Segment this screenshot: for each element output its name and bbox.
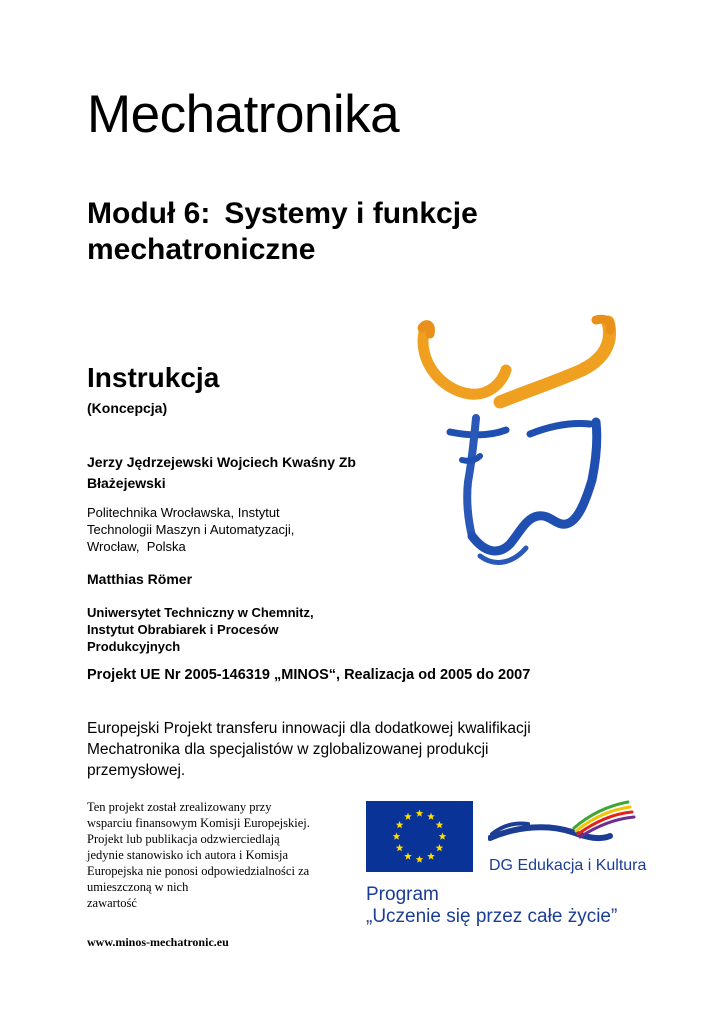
institution1-block — [87, 504, 294, 555]
disclaimer-line1: Ten projekt został zrealizowany przy — [87, 800, 272, 814]
eu-star-icon — [427, 813, 435, 820]
eu-star-icon — [416, 810, 424, 817]
authors-block — [87, 452, 409, 494]
authors-line2: Błażejewski — [87, 475, 166, 491]
institution2-line3: Produkcyjnych — [87, 639, 181, 654]
description-line1: Europejski Projekt transferu innowacji dla dodatkowej kwalifikacji — [87, 720, 531, 737]
disclaimer-line5: Europejska nie ponosi odpowiedzialności za — [87, 864, 310, 878]
institution1-line2: Technologii Maszyn i Automatyzacji, — [87, 522, 295, 537]
eu-star-icon — [416, 856, 424, 863]
module-name-line1: Systemy i funkcje — [224, 197, 478, 230]
disclaimer-line2: wsparciu finansowym Komisji Europejskiej. — [87, 816, 310, 830]
eu-stars — [366, 801, 473, 872]
funding-disclaimer — [87, 799, 357, 911]
eu-star-icon — [436, 844, 444, 851]
authors-line1: Jerzy Jędrzejewski Wojciech Kwaśny Zb — [87, 454, 356, 470]
institution2-line1: Uniwersytet Techniczny w Chemnitz, — [87, 605, 314, 620]
module-name-line2: mechatroniczne — [87, 233, 316, 266]
orange-brush-strokes — [422, 319, 610, 402]
document-subtype: (Koncepcja) — [87, 400, 168, 416]
document-type-heading: Instrukcja — [87, 362, 220, 393]
eu-flag-logo — [366, 801, 473, 872]
module-heading — [87, 196, 607, 268]
description-line2: Mechatronika dla specjalistów w zglobalizowanej produkcji — [87, 741, 489, 758]
program-label: Program — [366, 884, 439, 905]
disclaimer-line3: Projekt lub publikacja odzwierciedlają — [87, 832, 280, 846]
institution1-line3: Wrocław, Polska — [87, 539, 186, 554]
eu-star-icon — [404, 852, 412, 859]
institution2-line2: Instytut Obrabiarek i Procesów — [87, 622, 279, 637]
blue-brush-strokes — [450, 418, 597, 562]
brush-face-illustration — [410, 310, 630, 575]
institution1-line1: Politechnika Wrocławska, Instytut — [87, 505, 280, 520]
eu-star-icon — [396, 844, 404, 851]
dg-swoosh-logo — [488, 798, 636, 856]
eu-star-icon — [404, 813, 412, 820]
module-number: Moduł 6: — [87, 197, 211, 230]
disclaimer-line7: zawartość — [87, 896, 137, 910]
eu-star-icon — [427, 852, 435, 859]
author2-name: Matthias Römer — [87, 571, 193, 587]
eu-star-icon — [439, 833, 447, 840]
eu-star-icon — [393, 833, 401, 840]
document-title: Mechatronika — [87, 85, 400, 144]
dg-edukacja-label: DG Edukacja i Kultura — [489, 857, 647, 874]
eu-star-icon — [396, 821, 404, 828]
eu-star-icon — [436, 821, 444, 828]
project-description — [87, 718, 607, 781]
project-info: Projekt UE Nr 2005-146319 „MINOS“, Realizacja od 2005 do 2007 — [87, 667, 531, 683]
website-link[interactable]: www.minos-mechatronic.eu — [87, 935, 229, 949]
disclaimer-line4: jedynie stanowisko ich autora i Komisja — [87, 848, 289, 862]
program-slogan: „Uczenie się przez całe życie” — [366, 906, 618, 927]
description-line3: przemysłowej. — [87, 762, 186, 779]
institution2-block — [87, 604, 314, 655]
disclaimer-line6: umieszczoną w nich — [87, 880, 189, 894]
